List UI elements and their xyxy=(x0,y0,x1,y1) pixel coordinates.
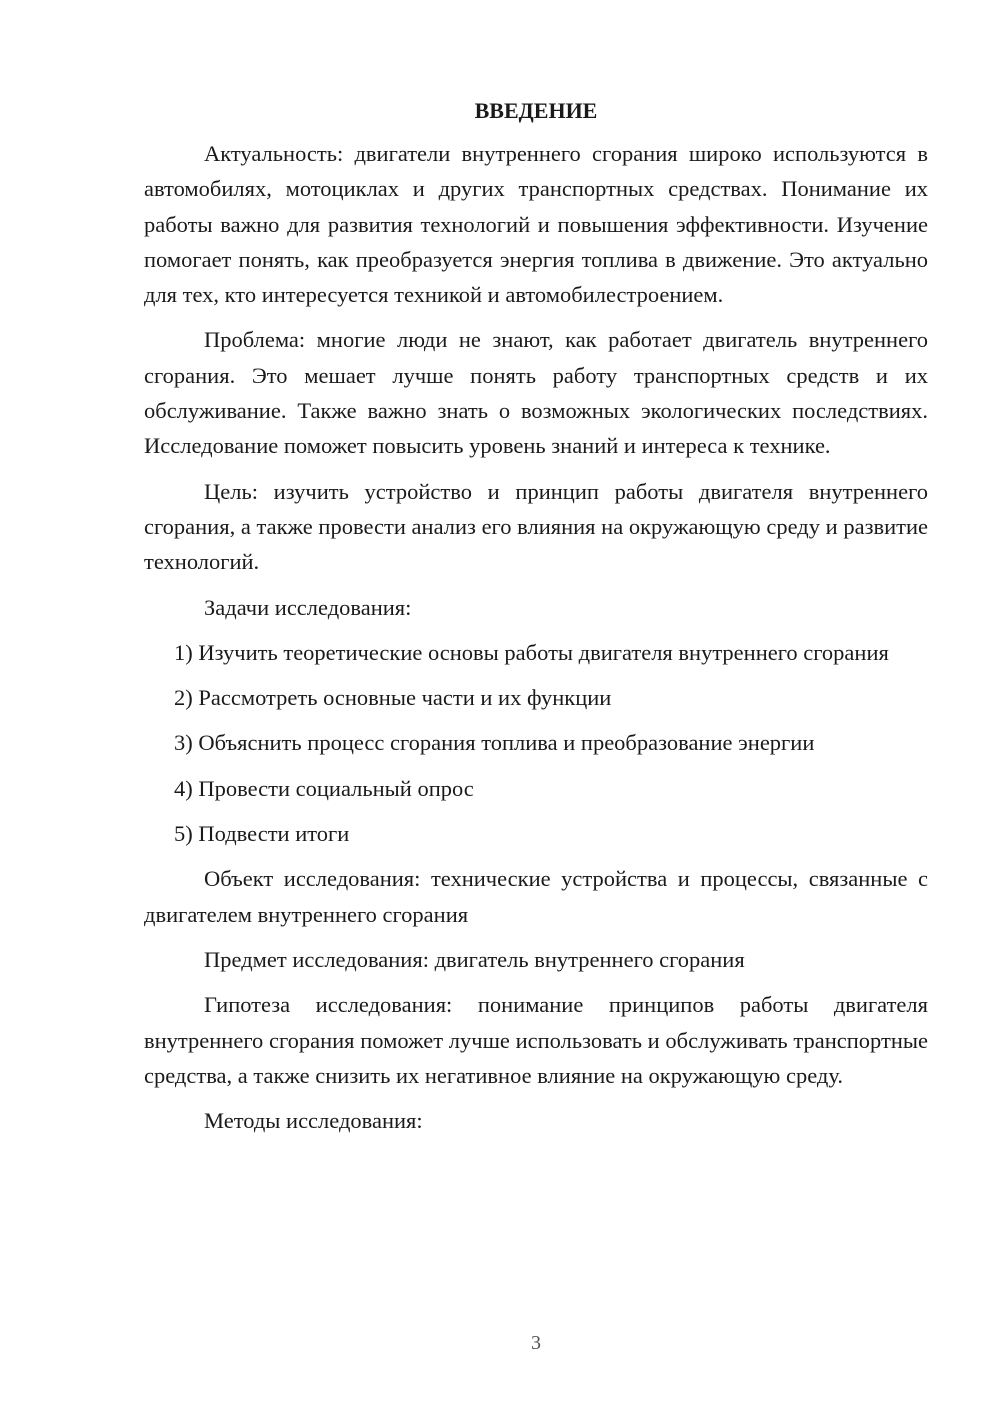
paragraph-methods-heading: Методы исследования: xyxy=(204,1108,423,1134)
list-item: 3) Объяснить процесс сгорания топлива и преобразование энергии xyxy=(174,730,815,756)
paragraph-hypothesis: Гипотеза исследования: понимание принципов работы двигателя внутреннего сгорания поможет лучше использовать и обслуживать транспортные средства, а также снизить их негативное влияние на окружающую среду. xyxy=(144,992,928,1088)
page-title: ВВЕДЕНИЕ xyxy=(474,98,598,123)
paragraph-goal: Цель: изучить устройство и принцип работы двигателя внутреннего сгорания, а также провести анализ его влияния на окружающую среду и развитие технологий. xyxy=(144,478,928,575)
paragraph-problem: Проблема: многие люди не знают, как работает двигатель внутреннего сгорания. Это мешает лучше понять работу транспортных средств и их обслуживание. Также важно знать о возможных экологических последствиях. Исследование поможет повысить уровень знаний и интереса к технике. xyxy=(144,327,928,459)
list-item: 5) Подвести итоги xyxy=(174,821,350,847)
list-item: 4) Провести социальный опрос xyxy=(174,775,474,801)
page-content xyxy=(144,96,928,1148)
page-number: 3 xyxy=(531,1332,541,1354)
paragraph-relevance: Актуальность: двигатели внутреннего сгорания широко используются в автомобилях, мотоциклах и других транспортных средствах. Понимание их работы важно для развития технологий и повышения эффективности. Изучение помогает понять, как преобразуется энергия топлива в движение. Это актуально для тех, кто интересуется техникой и автомобилестроением. xyxy=(144,141,928,308)
paragraph-object: Объект исследования: технические устройства и процессы, связанные с двигателем внутреннего сгорания xyxy=(144,866,928,927)
paragraph-tasks-heading: Задачи исследования: xyxy=(204,594,412,620)
tasks-list xyxy=(144,635,928,851)
list-item: 1) Изучить теоретические основы работы двигателя внутреннего сгорания xyxy=(174,639,889,665)
paragraph-subject: Предмет исследования: двигатель внутреннего сгорания xyxy=(204,946,745,972)
list-item: 2) Рассмотреть основные части и их функции xyxy=(174,685,612,711)
